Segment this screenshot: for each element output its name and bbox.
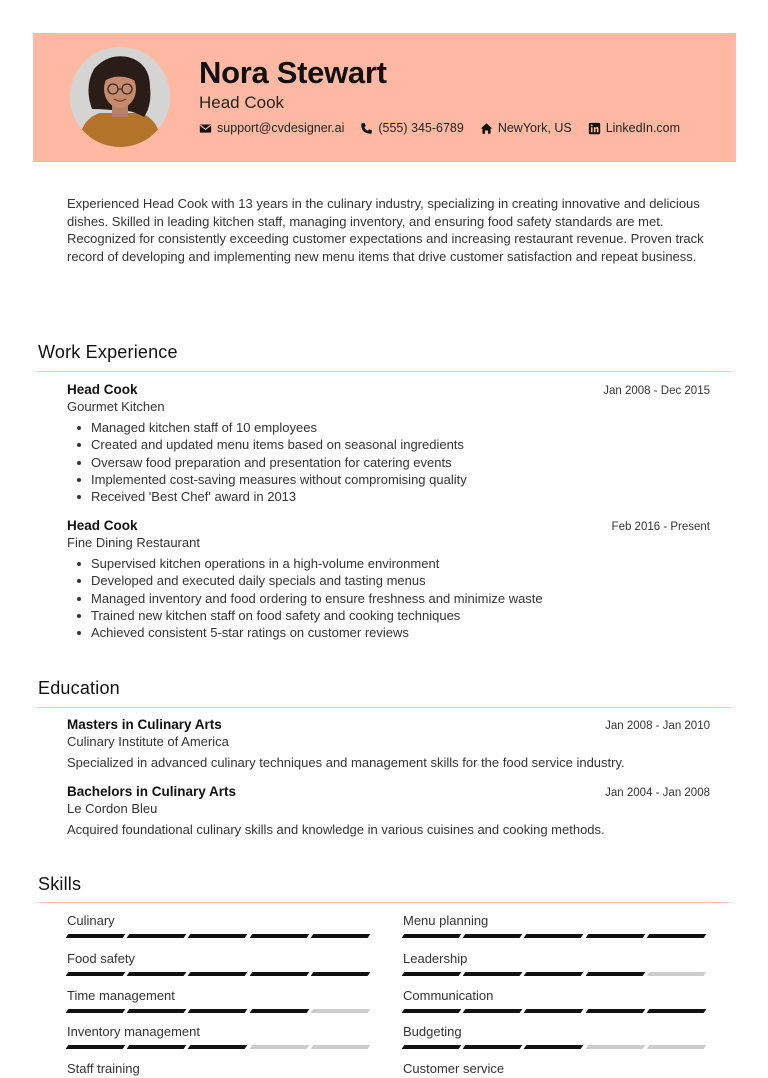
contact-list — [199, 121, 696, 135]
work-entry — [67, 518, 710, 641]
education-divider — [38, 707, 730, 708]
job-bullet: Received 'Best Chef' award in 2013 — [67, 488, 710, 505]
skill-name: Communication — [403, 988, 494, 1003]
skill-item — [403, 988, 709, 1013]
job-bullet: Managed inventory and food ordering to ensure freshness and minimize waste — [67, 590, 710, 607]
skill-level-segment — [646, 934, 706, 938]
skill-name: Budgeting — [403, 1024, 462, 1039]
degree-description: Acquired foundational culinary skills and knowledge in various cuisines and cooking methods. — [67, 822, 605, 837]
skill-level-segment — [524, 934, 584, 938]
skill-level-segment — [463, 1045, 523, 1049]
skill-level-segment — [127, 1009, 187, 1013]
job-bullet: Trained new kitchen staff on food safety and cooking techniques — [67, 607, 710, 624]
skill-level-segment — [127, 972, 187, 976]
skill-level-segment — [249, 1045, 309, 1049]
candidate-name: Nora Stewart — [199, 55, 387, 90]
skill-level-segment — [66, 972, 126, 976]
skill-level-segment — [585, 1009, 645, 1013]
skill-item — [67, 951, 373, 976]
contact-linkedin-text: LinkedIn.com — [605, 121, 681, 135]
skill-level-segment — [310, 934, 370, 938]
work-entry — [67, 382, 710, 505]
school-name: Le Cordon Bleu — [67, 801, 158, 816]
skill-level-segment — [402, 972, 462, 976]
skill-level-segment — [402, 1009, 462, 1013]
job-title: Head Cook — [67, 518, 138, 533]
skill-level-bar — [67, 972, 373, 976]
work-experience-divider — [38, 371, 730, 372]
skill-item — [67, 988, 373, 1013]
skill-level-segment — [66, 1009, 126, 1013]
job-date: Feb 2016 - Present — [611, 521, 710, 533]
skill-level-segment — [127, 934, 187, 938]
skill-level-segment — [310, 1009, 370, 1013]
job-bullet: Managed kitchen staff of 10 employees — [67, 419, 710, 436]
skill-level-segment — [127, 1045, 187, 1049]
job-company: Fine Dining Restaurant — [67, 535, 200, 550]
skill-level-segment — [463, 1009, 523, 1013]
education-heading: Education — [38, 678, 120, 698]
contact-location-text: NewYork, US — [497, 121, 572, 135]
home-icon — [480, 122, 493, 135]
linkedin-icon — [588, 122, 601, 135]
job-bullet: Oversaw food preparation and presentation for catering events — [67, 454, 710, 471]
skill-level-bar — [403, 934, 709, 938]
skill-level-segment — [402, 934, 462, 938]
skill-item — [403, 913, 709, 938]
degree-description: Specialized in advanced culinary techniques and management skills for the food service industry. — [67, 755, 625, 770]
skill-name: Menu planning — [403, 913, 489, 928]
contact-email[interactable] — [199, 121, 344, 135]
skill-level-segment — [646, 1009, 706, 1013]
job-bullet: Supervised kitchen operations in a high-volume environment — [67, 555, 710, 572]
skill-level-segment — [66, 934, 126, 938]
degree-date: Jan 2008 - Jan 2010 — [605, 720, 710, 732]
skill-name: Culinary — [67, 913, 115, 928]
work-experience-heading: Work Experience — [38, 342, 178, 362]
skill-level-segment — [585, 1045, 645, 1049]
skill-item — [67, 1024, 373, 1049]
skill-level-segment — [585, 972, 645, 976]
skills-divider — [38, 902, 730, 903]
contact-location — [480, 121, 572, 135]
skill-name: Customer service — [403, 1061, 505, 1076]
candidate-role: Head Cook — [199, 93, 285, 112]
job-title: Head Cook — [67, 382, 138, 397]
skill-level-segment — [310, 1045, 370, 1049]
job-bullet: Created and updated menu items based on seasonal ingredients — [67, 436, 710, 453]
skill-level-segment — [188, 934, 248, 938]
skill-level-segment — [524, 1045, 584, 1049]
avatar — [70, 47, 170, 147]
skill-item — [403, 1024, 709, 1049]
skill-level-bar — [67, 1009, 373, 1013]
skills-heading: Skills — [38, 874, 82, 894]
skill-level-segment — [249, 934, 309, 938]
skill-level-segment — [646, 972, 706, 976]
profile-photo — [70, 47, 170, 147]
school-name: Culinary Institute of America — [67, 734, 229, 749]
professional-summary: Experienced Head Cook with 13 years in the culinary industry, specializing in creating innovative and delicious dishes. Skilled in leading kitchen staff, managing inventory, and ensuring food safety standards are met. Recognized for consistently exceeding customer expectations and increasing restaurant revenue. Proven track record of developing and implementing new menu items that drive customer satisfaction and repeat business. — [67, 196, 704, 264]
job-bullet: Developed and executed daily specials and tasting menus — [67, 572, 710, 589]
skill-level-segment — [310, 972, 370, 976]
skill-level-bar — [67, 1045, 373, 1049]
job-bullet: Implemented cost-saving measures without compromising quality — [67, 471, 710, 488]
skill-name: Leadership — [403, 951, 468, 966]
skill-level-segment — [249, 972, 309, 976]
job-bullets — [67, 555, 710, 641]
education-entry — [67, 784, 710, 837]
envelope-icon — [199, 122, 212, 135]
skill-item — [403, 951, 709, 976]
skill-level-segment — [524, 972, 584, 976]
skill-level-bar — [403, 972, 709, 976]
skill-level-segment — [646, 1045, 706, 1049]
phone-icon — [360, 122, 373, 135]
job-company: Gourmet Kitchen — [67, 399, 165, 414]
contact-linkedin[interactable] — [588, 121, 680, 135]
skill-item — [403, 1061, 709, 1076]
skill-name: Time management — [67, 988, 175, 1003]
job-bullet: Achieved consistent 5-star ratings on customer reviews — [67, 624, 710, 641]
resume-header — [33, 33, 736, 162]
skill-level-segment — [524, 1009, 584, 1013]
skill-name: Staff training — [67, 1061, 140, 1076]
job-bullets — [67, 419, 710, 505]
contact-email-text: support@cvdesigner.ai — [217, 121, 345, 135]
skill-item — [67, 913, 373, 938]
skill-level-bar — [67, 934, 373, 938]
contact-phone-text: (555) 345-6789 — [378, 121, 464, 135]
skill-level-bar — [403, 1045, 709, 1049]
degree-title: Masters in Culinary Arts — [67, 717, 222, 732]
job-date: Jan 2008 - Dec 2015 — [603, 385, 710, 397]
skill-level-segment — [188, 972, 248, 976]
degree-date: Jan 2004 - Jan 2008 — [605, 787, 710, 799]
contact-phone[interactable] — [360, 121, 463, 135]
skill-name: Food safety — [67, 951, 135, 966]
skill-level-bar — [403, 1009, 709, 1013]
degree-title: Bachelors in Culinary Arts — [67, 784, 237, 799]
skill-level-segment — [585, 934, 645, 938]
skill-level-segment — [463, 934, 523, 938]
skill-level-segment — [188, 1009, 248, 1013]
skill-level-segment — [249, 1009, 309, 1013]
skill-level-segment — [66, 1045, 126, 1049]
skill-level-segment — [402, 1045, 462, 1049]
skill-item — [67, 1061, 373, 1076]
education-entry — [67, 717, 710, 770]
skill-level-segment — [188, 1045, 248, 1049]
skill-name: Inventory management — [67, 1024, 200, 1039]
skill-level-segment — [463, 972, 523, 976]
